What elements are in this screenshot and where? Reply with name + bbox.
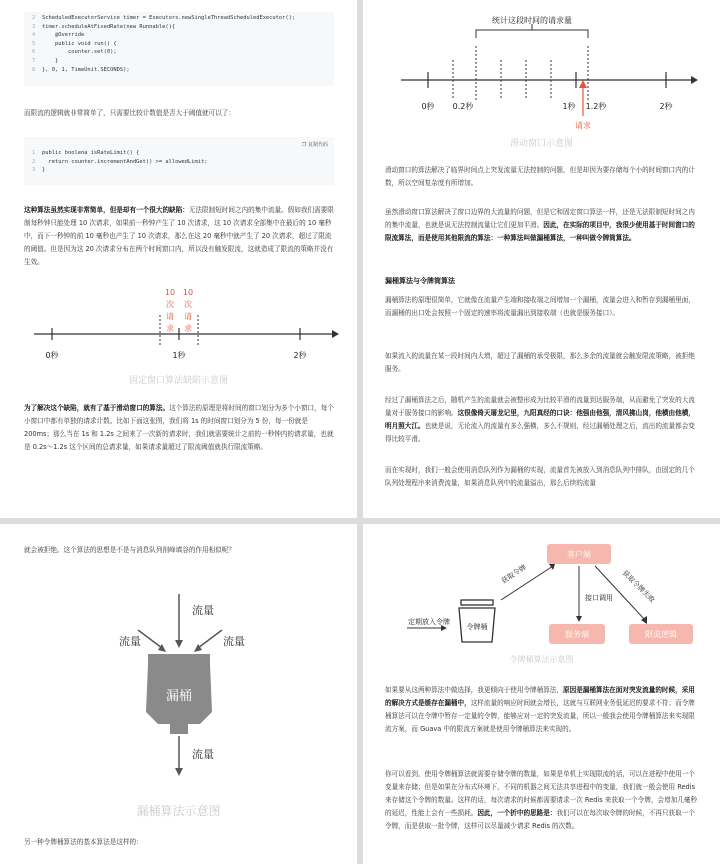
- code-line: [32, 166, 326, 175]
- api-call-arrowhead: [576, 616, 582, 622]
- code-line: [32, 57, 326, 66]
- count-label-left: 10: [164, 288, 176, 297]
- fig1-caption: 固定窗口算法缺陷示意图: [128, 376, 228, 386]
- bracket-title: 统计这段时间的请求量: [492, 16, 572, 25]
- tick-label-0: 0秒: [45, 351, 59, 360]
- tick-label-1: 1秒: [172, 351, 186, 360]
- line-number: 5: [32, 40, 36, 47]
- fail-arrow: [595, 566, 645, 620]
- sliding-paragraph: [24, 402, 336, 454]
- code-line: [32, 158, 326, 167]
- fig3-caption: 漏桶算法示意图: [136, 804, 221, 818]
- rejection-text: 就会被拒绝。这个算法的思想是不是与消息队列削峰填谷的作用相似呢？: [24, 546, 235, 554]
- leaky-bucket-diagram: [100, 572, 280, 792]
- code-text: }, 0, 1, TimeUnit.SECONDS);: [42, 66, 130, 73]
- server-label: 服务端: [565, 630, 589, 639]
- bucket-rim: [148, 654, 210, 664]
- tick-label-02: 0.2秒: [452, 102, 474, 111]
- leaky-overflow: 如果流入的流量在某一段时间内大增，超过了漏桶的承受极限，那么多余的流量就会触发限流策略，被拒绝服务。: [385, 352, 695, 373]
- request-label: 请求: [575, 121, 591, 130]
- fixed-window-diagram: [20, 285, 340, 365]
- bucket-lid: [461, 600, 493, 605]
- req-char-r1: 次: [184, 300, 192, 309]
- code-text: ScheduledExecutorService timer = Executors.newSingleThreadScheduledExecutor();: [42, 15, 296, 21]
- page-1: [0, 0, 357, 518]
- sliding-text: 这个算法的原理是将时间的窗口划分为多个小窗口，每个小窗口中都有单独的请求计数。比如下面这张图，我们将 1s 的时间窗口划分为 5 份，每一份就是 200ms；那么当在 1s 和 1.2s 之间来了一次新的请求时，我们就需要统计之前的一秒钟内的请求量，也就是 0.2s～1.2s 这个区间的总请求量，如果请求量超过了限流阈值就执行限流策略。: [24, 404, 334, 451]
- flow-arrow-left: [138, 630, 162, 648]
- page-2: [363, 0, 720, 518]
- smoothing-text-a: 经过了漏桶算法之后，随机产生的流量就会被整形成为比较平滑的流量到达服务端，从而避免了突发的大流量对于服务接口的影响。: [385, 396, 695, 417]
- flow-arrowhead-out: [175, 768, 183, 776]
- req-char-l3: 求: [166, 324, 174, 333]
- api-call-label: 接口调用: [585, 594, 613, 602]
- code-text: counter.set(0);: [42, 49, 117, 56]
- count-label-right: 10: [182, 288, 194, 297]
- flow-label-right: 流量: [223, 635, 245, 648]
- choice-bold: 原因是漏桶算法在面对突发流量的时候，采用的解决方式是缓存在漏桶中，: [385, 686, 695, 707]
- sliding-limitation: [385, 206, 699, 245]
- tick-label-2: 2秒: [293, 351, 307, 360]
- defect-bold: 这种算法虽然实现非常简单，但是却有一个很大的缺陷：: [24, 206, 189, 214]
- req-char-l2: 请: [166, 312, 174, 321]
- tick-label-2: 2秒: [659, 102, 673, 111]
- line-number: 4: [32, 32, 36, 39]
- sliding-window-diagram: [383, 12, 703, 137]
- axis-arrow: [691, 76, 698, 84]
- line-number: 7: [32, 57, 36, 64]
- code-lines: [32, 149, 326, 175]
- fig2-caption: 滑动窗口示意图: [509, 139, 573, 149]
- code-block-ratelimit: [24, 137, 334, 185]
- code-line: [32, 14, 326, 23]
- req-char-r3: 求: [184, 324, 192, 333]
- token-intro: 另一种令牌桶算法的基本算法是这样的：: [24, 838, 143, 846]
- fig4-caption: 令牌桶算法示意图: [509, 655, 574, 664]
- line-number: 1: [32, 150, 36, 156]
- section-heading: 漏桶算法与令牌筒算法: [385, 277, 455, 285]
- flow-label-left: 流量: [119, 635, 141, 648]
- flow-label-out: 流量: [192, 748, 214, 761]
- line-number: 2: [32, 158, 36, 165]
- get-token-label: 获取令牌: [499, 563, 528, 586]
- flow-label-top: 流量: [192, 604, 214, 617]
- request-arrowhead: [579, 80, 587, 88]
- copy-label: 复制代码: [307, 142, 328, 148]
- redis-paragraph: [385, 768, 699, 833]
- limit-logic-label: 限流逻辑: [645, 630, 677, 639]
- leaky-smoothing: [385, 394, 699, 446]
- tick-label-1: 1秒: [562, 102, 576, 111]
- smoothing-text-b: 也就是说，无论流入的流量有多么强横，多么不规则，经过漏桶处理之后，流出的流量都会变得比较平滑。: [385, 422, 695, 443]
- limitation-bold: 因此，在实际的项目中，我很少使用基于时间窗口的限流算法，而是使用其他限流的算法：一种算法叫做漏桶算法，一种叫做令牌筒算法。: [385, 221, 695, 242]
- flow-arrow-right: [198, 630, 222, 648]
- line-number: 3: [32, 167, 36, 174]
- page-4: [363, 524, 720, 864]
- dashed-ticks: [453, 46, 588, 100]
- bucket-outlet: [170, 724, 188, 734]
- code-line: [32, 149, 326, 158]
- redis-text-a: 你可以看到，使用令牌桶算法就需要存储令牌的数量，如果是单机上实现限流的话，可以在进程中使用一个变量来存储；但是如果在分布式环境下，不同的机器之间无法共享进程中的变量，我们就一般会使用 Redis 来存储这个令牌的数量。这样的话，每次请求的时候都需要请求一次 Redis 来获取一个令牌，会增加几毫秒的延迟，性能上会有一些损耗。: [385, 770, 698, 817]
- tick-label-12: 1.2秒: [585, 102, 607, 111]
- leaky-implementation: 而在实现时，我们一般会使用消息队列作为漏桶的实现，流量首先被放入到消息队列中排队，由固定的几个队列处理程序来消费流量，如果消息队列中的流量溢出，那么后续的流量: [385, 466, 695, 487]
- choice-paragraph: [385, 684, 699, 736]
- code-line: [32, 31, 326, 40]
- sliding-bold: 为了解决这个缺陷，就有了基于滑动窗口的算法。: [24, 404, 170, 412]
- code-text: }: [42, 57, 59, 64]
- line-number: 8: [32, 66, 36, 73]
- req-char-r2: 请: [184, 312, 192, 321]
- code-text: timer.scheduleAtFixedRate(new Runnable(){: [42, 23, 176, 30]
- client-label: 客户端: [567, 550, 591, 559]
- sliding-summary: 滑动窗口的算法解决了临界时间点上突发流量无法控制的问题，但是却因为要存储每个小的时间窗口内的计数，所以空间复杂度有所增加。: [385, 166, 695, 187]
- page-3: [0, 524, 357, 864]
- get-token-arrowhead: [549, 564, 555, 570]
- copy-code-button[interactable]: ❐ 复制代码: [301, 142, 328, 148]
- defect-text: 无法限制短时间之内的集中流量。假如我们需要限制每秒钟只能处理 10 次请求，如果前一秒钟产生了 10 次请求，这 10 次请求全部集中在最后的 10 毫秒中，而下一秒钟的前 10 毫秒也产生了 10 次请求，那么在这 20 毫秒中就产生了 20 次请求，超过了限流的阈值。但是因为这 20 次请求分布在两个时间窗口内，所以没有触发限流，这就造成了限流的策略并没有生效。: [24, 206, 334, 266]
- token-bucket-diagram: [383, 536, 703, 666]
- timed-put-label: 定期放入令牌: [408, 618, 450, 626]
- defect-paragraph: [24, 204, 336, 269]
- limitation-text: 虽然滑动窗口算法解决了窗口边界的大流量的问题，但是它和固定窗口算法一样，还是无法限制短时间之内的集中流量，也就是说无法控制流量让它们更加平滑。: [385, 208, 695, 229]
- code-text: public void run() {: [42, 40, 117, 47]
- line-number: 3: [32, 23, 36, 30]
- redis-text-b: 我们可以在每次取令牌的时候，不再只获取一个令牌，而是获取一批令牌，这样可以尽量减少请求 Redis 的次数。: [385, 809, 695, 830]
- fail-label: 获取令牌失败: [620, 568, 657, 605]
- redis-bold: 因此，一个折中的思路是：: [477, 809, 557, 817]
- choice-text-a: 如果要从这两种算法中做选择，我更倾向于使用令牌桶算法，: [385, 686, 564, 694]
- bucket-label: 漏桶: [165, 689, 193, 704]
- line-number: 2: [32, 15, 36, 21]
- req-char-l1: 次: [166, 300, 174, 309]
- tick-label-0: 0秒: [421, 102, 435, 111]
- leaky-principle: 漏桶算法的原理很简单，它就像在流量产生端和接收端之间增加一个漏桶，流量会进入和暂存到漏桶里面，而漏桶的出口处会按照一个固定的速率将流量漏出到接收端（也就是服务接口）。: [385, 296, 695, 317]
- intro-text: 而限流的逻辑就非常简单了，只需要比较计数值是否大于阈值就可以了：: [24, 109, 235, 117]
- code-line: [32, 48, 326, 57]
- code-text: @Override: [42, 32, 85, 39]
- bracket: [476, 30, 588, 38]
- code-text: public boolena isRateLimit() {: [42, 150, 140, 156]
- flow-arrowhead-top: [175, 640, 183, 648]
- code-lines: [32, 14, 326, 74]
- token-bucket-label: 令牌桶: [466, 623, 488, 631]
- axis-arrow: [332, 330, 339, 338]
- get-token-arrow: [501, 566, 553, 600]
- code-text: }: [42, 167, 46, 174]
- code-block-timer: [24, 12, 334, 86]
- choice-text-b: 这样流量的响应时间就会增长，这就与互联网业务低延迟的要求不符；而令牌桶算法可以在令牌中暂存一定量的令牌，能够应对一定的突发流量，所以一般我会使用令牌桶算法来实现限流方案，而 Guava 中的限流方案就是使用令牌桶算法来实现的。: [385, 699, 695, 733]
- code-text: return counter.incrementAndGet() >= allowedLimit;: [42, 158, 208, 165]
- code-line: [32, 40, 326, 49]
- smoothing-bold: 这很像倚天屠龙记里，九阳真经的口诀：他强由他强，清风拂山岗，他横由他横，明月照大江。: [385, 409, 695, 430]
- code-line: [32, 23, 326, 32]
- line-number: 6: [32, 49, 36, 56]
- code-line: [32, 66, 326, 75]
